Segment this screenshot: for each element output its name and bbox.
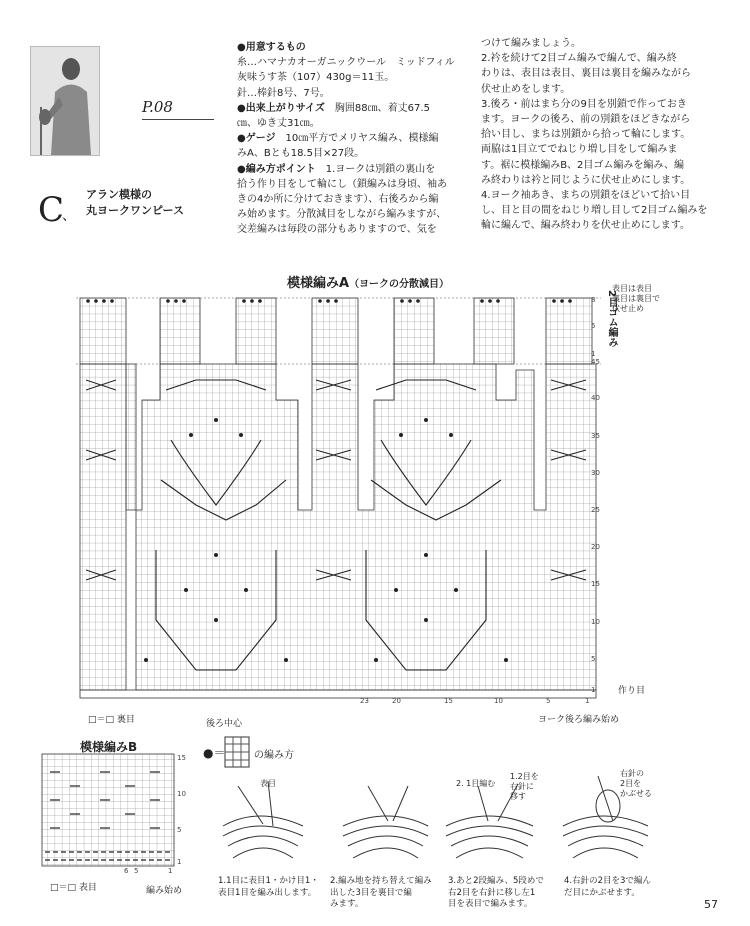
bobble-symbol: ●＝ (203, 746, 226, 760)
title-line-1: アラン模様の (86, 188, 152, 201)
bobble-chart-icon (224, 736, 250, 768)
method-illustrations (218, 776, 668, 872)
chart-a-grid (76, 290, 606, 700)
instructions-column-2: つけて編みましょう。 2.衿を続けて2目ゴム編みで編んで、編み終 わりは、表目は表目、裏目は裏目を編みながら 伏せ止めをします。 3.後ろ・前はまち分の9目を別鎖で作っておき ます。ヨークの後ろ、前の別鎖をほどきながら 拾い目し、まちは別鎖から拾って輪にします。 両脇は1目立てでねじり増し目をして編みま す。裾に模様編みB、2目ゴム編みを編み、編 み終わりは衿と同じように伏せ止めにします。 4.ヨーク袖あき、まちの別鎖をほどいて拾い目 し、目と目の間をねじり増し目して2目ゴム編みを 輪に編んで、編み終わりを伏せ止めにします。 (481, 38, 708, 232)
step3-label-1: 2. 1目編む (456, 779, 496, 788)
col-number: 5 (134, 867, 139, 875)
caption-step-1: 1.1目に表目1・かけ目1・ 表目1目を編み出します。 (218, 876, 319, 898)
row-number: 1 (591, 350, 596, 358)
row-number: 10 (591, 618, 600, 626)
step1-label: 表目 (260, 779, 276, 788)
instructions-column-1: ●用意するもの 糸…ハマナカオーガニックウール ミッドフィル 灰味うす茶（107）430g＝11玉。 針…棒針8号、7号。 ●出来上がりサイズ 胸囲88㎝、着丈67.5 ㎝、ゆき丈31㎝。 ●ゲージ 10㎝平方でメリヤス編み、模様編 みA、Bとも18.5目×27段。 ●編み方ポイント 1.ヨークは別鎖の裏山を 拾う作り目をして輪にし（鎖編みは身頃、袖あ きの4か所に分けておきます）、右後ろから編 み始めます。分散減目をしながら編みますが、 交差編みは毎段の部分もありますので、気を (237, 42, 455, 236)
chart-b-legend: □＝□ 表目 (50, 883, 97, 893)
col-number: 15 (444, 697, 453, 705)
row-number: 25 (591, 506, 600, 514)
chart-a-legend: □＝□ 裏目 (88, 715, 135, 725)
chart-b-title: 模様編みB (80, 740, 138, 754)
step4-label: 右針の 2目を かぶせる (620, 769, 652, 798)
page-number: 57 (704, 898, 718, 911)
col-number: 1 (585, 697, 590, 705)
row-number: 5 (591, 322, 596, 330)
row-number: 20 (591, 543, 600, 551)
model-photo (30, 46, 100, 156)
row-number: 30 (591, 469, 600, 477)
col-number: 10 (494, 697, 503, 705)
col-number: 20 (392, 697, 401, 705)
row-number: 45 (591, 358, 600, 366)
row-number: 8 (591, 296, 596, 304)
row-number: 1 (177, 858, 182, 866)
letter-dot: 、 (62, 208, 76, 224)
bind-off-note: 表目は表目 裏目は裏目で 伏せ止め (612, 284, 660, 313)
title-line-2: 丸ヨークワンピース (86, 204, 185, 217)
row-number: 5 (177, 826, 182, 834)
row-number: 10 (177, 790, 186, 798)
col-number: 5 (546, 697, 551, 705)
caption-step-2: 2.編み地を持ち替えて編み 出した3目を裏目で編 みます。 (330, 876, 432, 909)
method-title: の編み方 (254, 750, 294, 761)
row-number: 15 (177, 754, 186, 762)
chart-b-start-label: 編み始め (146, 886, 183, 896)
back-center-label: 後ろ中心 (206, 719, 243, 729)
page-reference: P.08 (142, 98, 173, 116)
col-number: 6 (124, 867, 129, 875)
chart-b-grid (40, 752, 190, 876)
section-letter: C (38, 190, 65, 230)
rib-label: 2目ゴム編み (606, 290, 617, 347)
divider (142, 119, 214, 120)
col-number: 23 (360, 697, 369, 705)
caption-step-3: 3.あと2段編み、5段めで 右2目を右針に移し左1 目を表目で編みます。 (448, 876, 544, 909)
caption-step-4: 4.右針の2目を3で編ん だ目にかぶせます。 (564, 876, 651, 898)
start-label: ヨーク後ろ編み始め (538, 715, 620, 725)
col-number: 1 (168, 867, 173, 875)
row-number: 15 (591, 580, 600, 588)
row-number: 35 (591, 432, 600, 440)
row-number: 5 (591, 655, 596, 663)
chart-a-title: 模様編みA（ヨークの分散減目） (287, 276, 450, 291)
step3-label-2: 1.2目を 右針に 移す (510, 772, 539, 801)
row-number: 1 (591, 686, 596, 694)
row-number: 40 (591, 394, 600, 402)
cast-on-label: 作り目 (618, 686, 646, 696)
